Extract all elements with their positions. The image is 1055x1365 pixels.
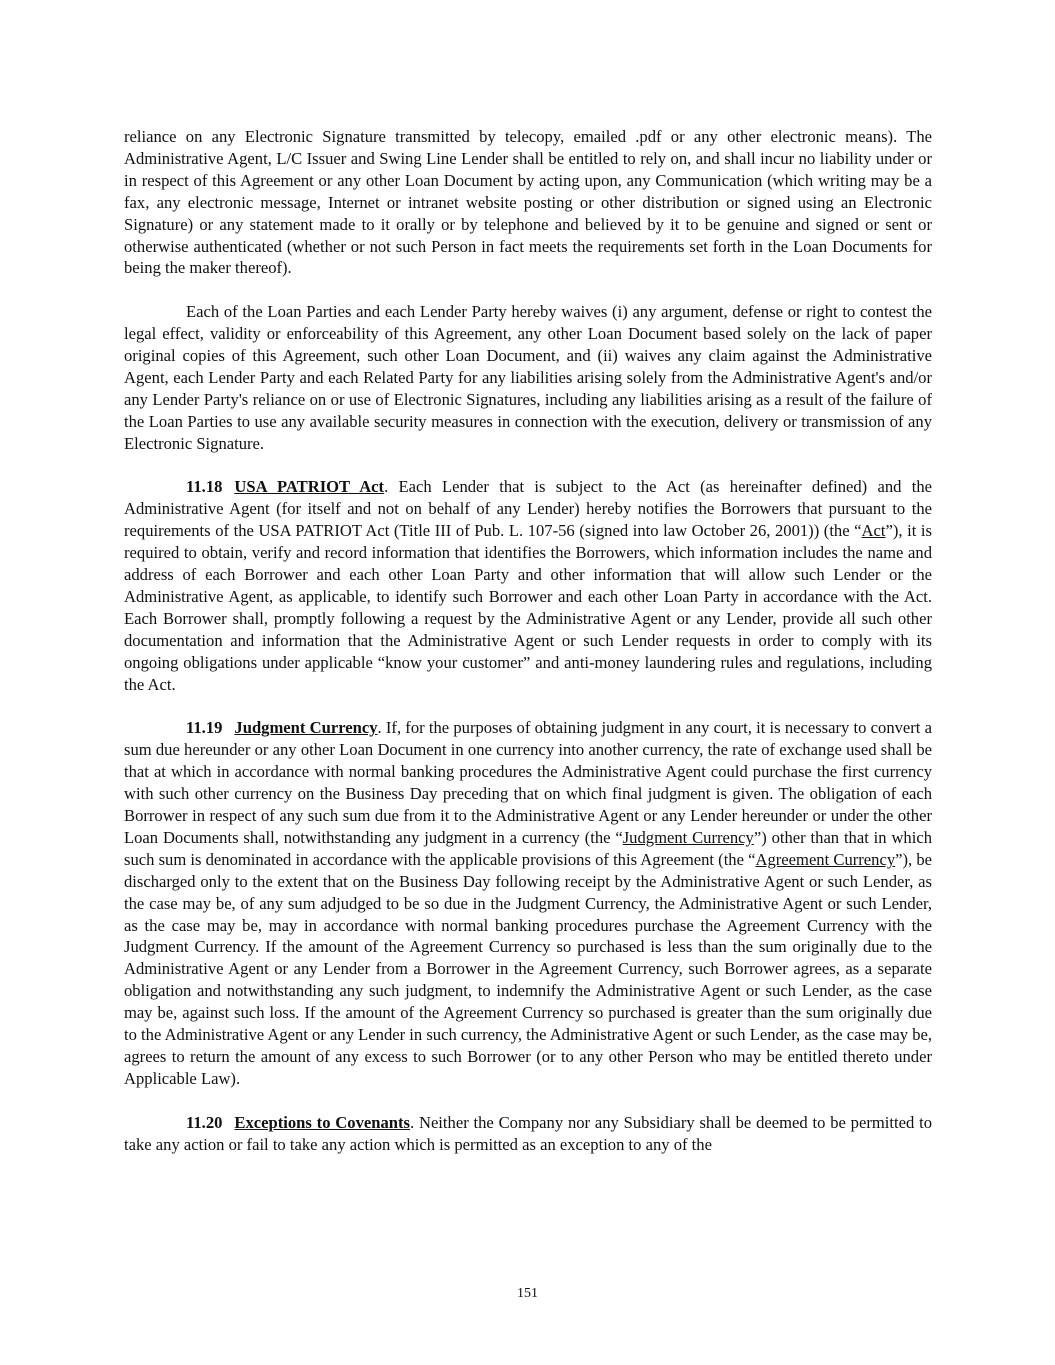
- defined-term: Judgment Currency: [622, 827, 754, 847]
- section-text: . If, for the purposes of obtaining judgment in any court, it is necessary to convert a sum due hereunder or any other Loan Document in one currency into another currency, the rate of exchange used shall be that at which in accordance with normal banking procedures the Administrative Agent could purchase the first currency with such other currency on the Business Day preceding that on which final judgment is given. The obligation of each Borrower in respect of any such sum due from it to the Administrative Agent or any Lender hereunder or under the other Loan Documents shall, notwithstanding any judgment in a currency (the “: [124, 718, 932, 847]
- section-11-20: [124, 1112, 932, 1156]
- section-text: ”) other than that in which such sum is denominated in accordance with the applicable provisions of this Agreement (the “: [124, 827, 932, 869]
- section-text: . Neither the Company nor any Subsidiary shall be deemed to be permitted to take any action or fail to take any action which is permitted as an exception to any of the: [124, 1112, 932, 1154]
- section-number: 11.19: [186, 718, 223, 738]
- defined-term: Act: [861, 521, 886, 541]
- paragraph-electronic-signature-reliance: reliance on any Electronic Signature transmitted by telecopy, emailed .pdf or any other electronic means). The Administrative Agent, L/C Issuer and Swing Line Lender shall be entitled to rely on, and shall incur no liability under or in respect of this Agreement or any other Loan Document by acting upon, any Communication (which writing may be a fax, any electronic message, Internet or intranet website posting or other distribution or signed using an Electronic Signature) or any statement made to it orally or by telephone and believed by it to be genuine and signed or sent or otherwise authenticated (whether or not such Person in fact meets the requirements set forth in the Loan Documents for being the maker thereof).: [124, 127, 932, 278]
- document-body: [124, 126, 932, 1177]
- section-title: Judgment Currency: [234, 718, 378, 738]
- defined-term: Agreement Currency: [755, 849, 896, 869]
- section-text: . Each Lender that is subject to the Act (as hereinafter defined) and the Administrative Agent (for itself and not on behalf of any Lender) hereby notifies the Borrowers that pursuant to the requirements of the USA PATRIOT Act (Title III of Pub. L. 107-56 (signed into law October 26, 2001)) (the “: [124, 477, 932, 541]
- page-number: 151: [517, 1286, 538, 1301]
- section-number: 11.20: [186, 1112, 223, 1132]
- section-title: USA PATRIOT Act: [234, 477, 385, 497]
- paragraph-waiver: Each of the Loan Parties and each Lender Party hereby waives (i) any argument, defense or right to contest the legal effect, validity or enforceability of this Agreement, any other Loan Document based solely on the lack of paper original copies of this Agreement, such other Loan Document, and (ii) waives any claim against the Administrative Agent, each Lender Party and each Related Party for any liabilities arising solely from the Administrative Agent's and/or any Lender Party's reliance on or use of Electronic Signatures, including any liabilities arising as a result of the failure of the Loan Parties to use any available security measures in connection with the execution, delivery or transmission of any Electronic Signature.: [124, 302, 932, 453]
- section-text: ”), be discharged only to the extent that on the Business Day following receipt by the Administrative Agent or such Lender, as the case may be, of any sum adjudged to be so due in the Judgment Currency, the Administrative Agent or such Lender, as the case may be, may in accordance with normal banking procedures purchase the Agreement Currency with the Judgment Currency. If the amount of the Agreement Currency so purchased is less than the sum originally due to the Administrative Agent or any Lender from a Borrower in the Agreement Currency, such Borrower agrees, as a separate obligation and notwithstanding any such judgment, to indemnify the Administrative Agent or such Lender, as the case may be, against such loss. If the amount of the Agreement Currency so purchased is greater than the sum originally due to the Administrative Agent or any Lender in such currency, the Administrative Agent or such Lender, as the case may be, agrees to return the amount of any excess to such Borrower (or to any other Person who may be entitled thereto under Applicable Law).: [124, 849, 932, 1088]
- section-11-18: [124, 476, 932, 695]
- section-text: ”), it is required to obtain, verify and record information that identifies the Borrowers, which information includes the name and address of each Borrower and each other Loan Party and other information that will allow such Lender or the Administrative Agent, as applicable, to identify such Borrower and each other Loan Party in accordance with the Act. Each Borrower shall, promptly following a request by the Administrative Agent or any Lender, provide all such other documentation and information that the Administrative Agent or such Lender requests in order to comply with its ongoing obligations under applicable “know your customer” and anti-money laundering rules and regulations, including the Act.: [124, 521, 932, 694]
- section-number: 11.18: [186, 477, 223, 497]
- section-title: Exceptions to Covenants: [234, 1112, 410, 1132]
- section-11-19: [124, 717, 932, 1089]
